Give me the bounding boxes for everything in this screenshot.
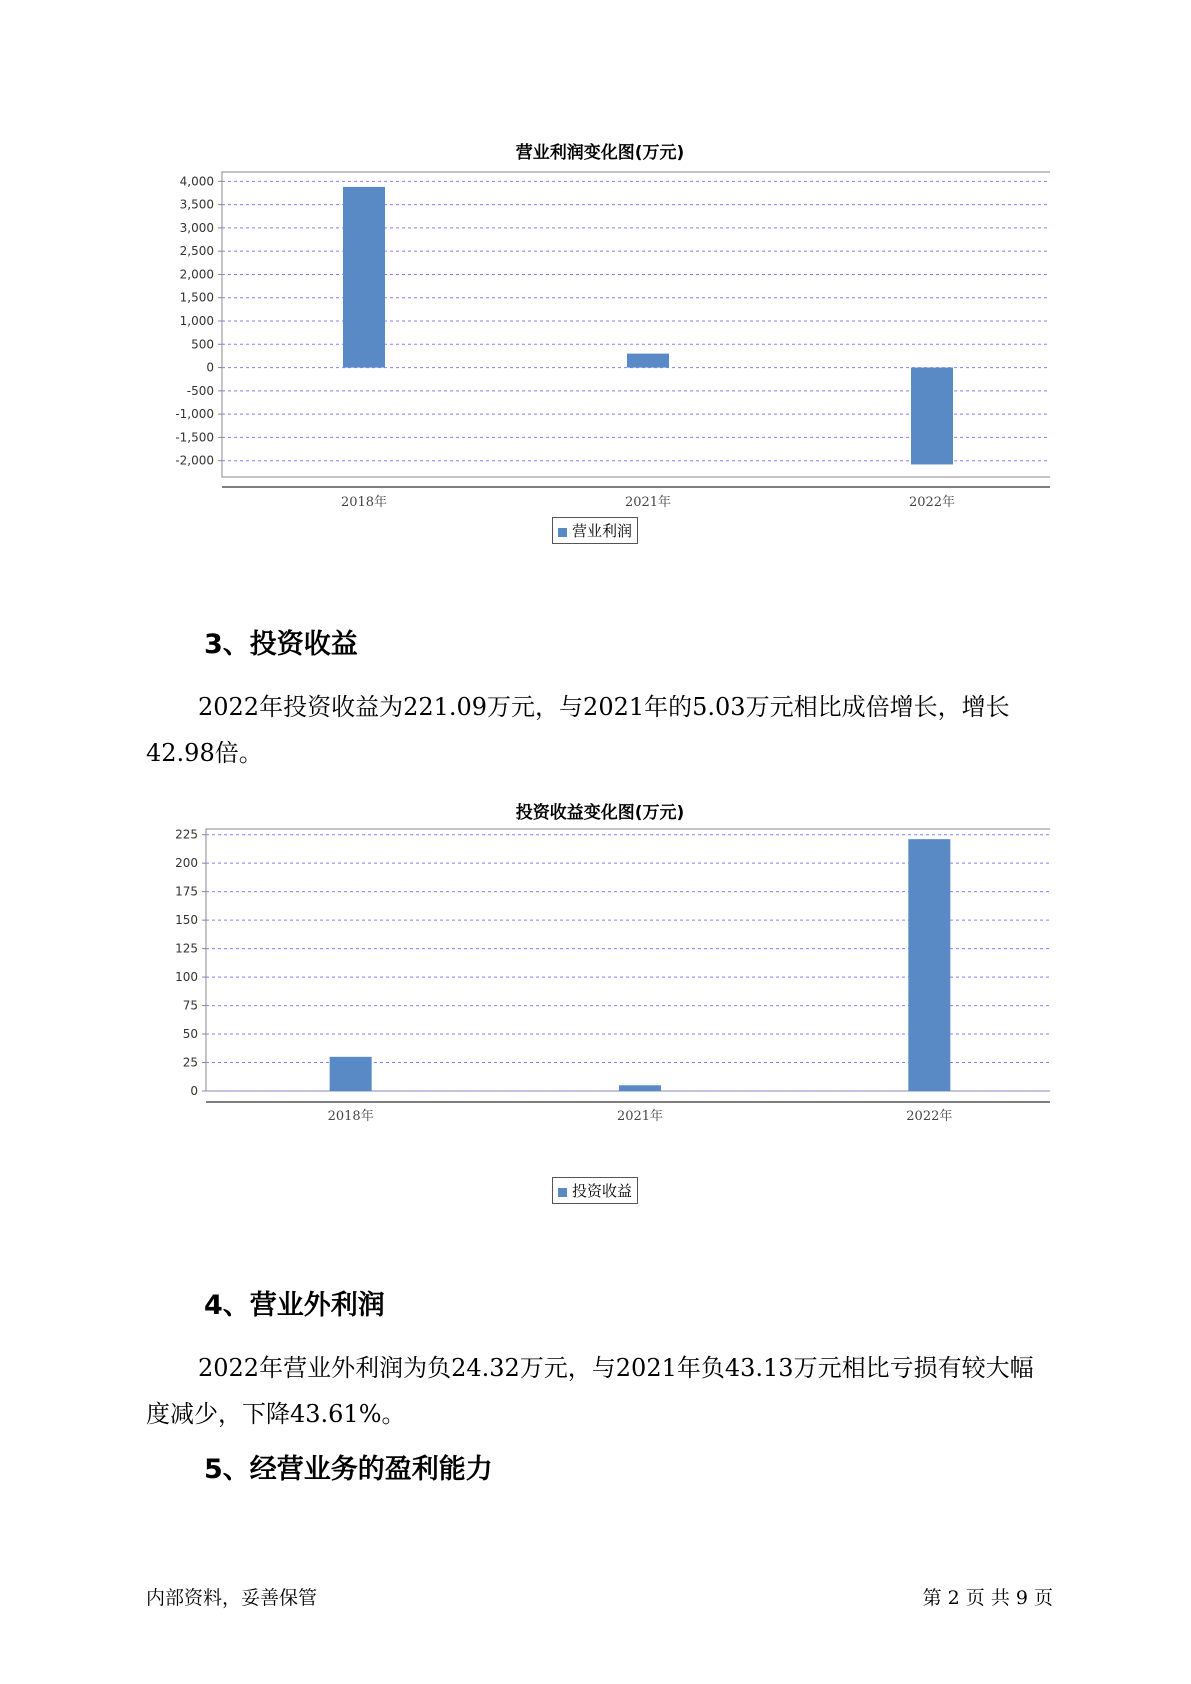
chart-legend bbox=[552, 517, 638, 544]
y-tick-label: 1,000 bbox=[179, 314, 214, 329]
legend-label: 营业利润 bbox=[572, 522, 633, 540]
x-tick-label: 2022年 bbox=[908, 495, 956, 510]
y-tick-label: 2,000 bbox=[179, 267, 214, 282]
y-tick-label: 0 bbox=[190, 1084, 198, 1098]
legend-label: 投资收益 bbox=[572, 1182, 633, 1200]
y-tick-label: 2,500 bbox=[179, 244, 214, 259]
legend-swatch bbox=[558, 1188, 567, 1197]
bar bbox=[627, 354, 669, 368]
y-tick-label: 4,000 bbox=[179, 174, 214, 189]
y-tick-label: 1,500 bbox=[179, 290, 214, 305]
chart-title: 投资收益变化图(万元) bbox=[515, 803, 685, 823]
paragraph-investment-income bbox=[146, 684, 1056, 776]
y-tick-label: -2,000 bbox=[175, 453, 214, 468]
section-heading-non-operating-profit: 4、营业外利润 bbox=[204, 1290, 385, 1321]
section-heading-investment-income: 3、投资收益 bbox=[204, 629, 358, 660]
y-tick-label: 500 bbox=[191, 337, 214, 352]
y-tick-label: 175 bbox=[175, 884, 198, 899]
paragraph-text: 2022年营业外利润为负24.32万元，与2021年负43.13万元相比亏损有较大幅度减少，下降43.61%。 bbox=[146, 1354, 1034, 1428]
y-tick-label: 75 bbox=[182, 998, 198, 1013]
x-tick-label: 2018年 bbox=[327, 1109, 374, 1124]
x-tick-label: 2018年 bbox=[340, 495, 388, 510]
y-tick-label: -500 bbox=[186, 383, 214, 398]
y-tick-label: -1,500 bbox=[175, 430, 214, 445]
footer-page-number: 第 2 页 共 9 页 bbox=[922, 1587, 1053, 1609]
chart-legend bbox=[552, 1177, 638, 1204]
y-tick-label: 225 bbox=[175, 827, 198, 842]
bar bbox=[908, 839, 950, 1091]
y-tick-label: 50 bbox=[182, 1027, 198, 1042]
y-tick-label: 25 bbox=[182, 1055, 198, 1070]
y-tick-label: 0 bbox=[206, 360, 214, 375]
bar bbox=[343, 187, 385, 368]
x-tick-label: 2021年 bbox=[624, 495, 672, 510]
paragraph-non-operating-profit bbox=[146, 1345, 1056, 1437]
chart-plot bbox=[150, 130, 1050, 550]
chart-plot bbox=[150, 790, 1050, 1210]
x-tick-label: 2021年 bbox=[616, 1109, 664, 1124]
investment-income-chart bbox=[150, 790, 1050, 1210]
y-tick-label: 3,500 bbox=[179, 197, 214, 212]
bar bbox=[619, 1085, 661, 1091]
bar bbox=[330, 1057, 372, 1091]
x-tick-label: 2022年 bbox=[906, 1109, 953, 1124]
y-tick-label: 150 bbox=[175, 913, 198, 928]
y-tick-label: 200 bbox=[175, 856, 198, 871]
y-tick-label: 100 bbox=[175, 970, 198, 985]
paragraph-text: 2022年投资收益为221.09万元，与2021年的5.03万元相比成倍增长，增长42.98倍。 bbox=[146, 693, 1010, 767]
bar bbox=[911, 368, 953, 465]
footer-confidential-note: 内部资料，妥善保管 bbox=[146, 1587, 318, 1609]
y-tick-label: 125 bbox=[175, 941, 198, 956]
section-heading-operating-profitability: 5、经营业务的盈利能力 bbox=[204, 1454, 493, 1485]
legend-swatch bbox=[558, 528, 567, 537]
operating-profit-chart bbox=[150, 130, 1050, 550]
y-tick-label: -1,000 bbox=[175, 407, 214, 422]
chart-title: 营业利润变化图(万元) bbox=[515, 143, 685, 163]
y-tick-label: 3,000 bbox=[179, 220, 214, 235]
